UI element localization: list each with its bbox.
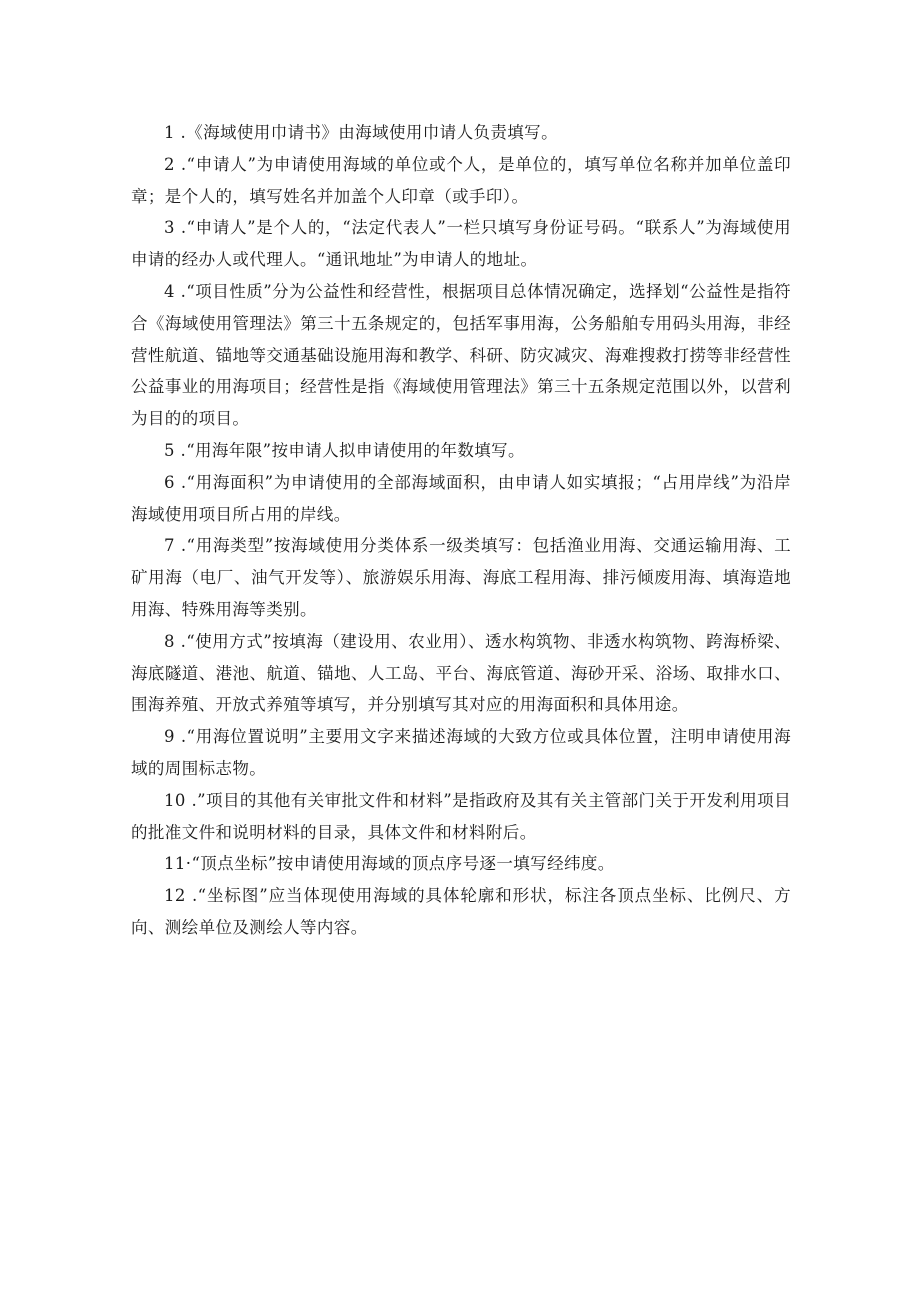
instruction-item-8: 8 .“使用方式”按填海（建设用、农业用）、透水构筑物、非透水构筑物、跨海桥梁、海底隧道、港池、航道、锚地、人工岛、平台、海底管道、海砂开采、浴场、取排水口、围海养殖、开放式养殖等填写，并分别填写其对应的用海面积和具体用途。: [131, 631, 791, 715]
instruction-item-4: 4 .“项目性质”分为公益性和经营性，根据项目总体情况确定，选择划“公益性是指符合《海域使用管理法》第三十五条规定的，包括军事用海，公务船舶专用码头用海，非经营性航道、锚地等交通基础设施用海和教学、科研、防灾减灾、海难搜救打捞等非经营性公益事业的用海项目；经营性是指《海域使用管理法》第三十五条规定范围以外，以营利为目的的项目。: [131, 281, 791, 429]
instruction-item-5: 5 .“用海年限”按申请人拟申请使用的年数填写。: [164, 440, 525, 460]
instruction-item-1: 1 .《海域使用巾请书》由海域使用巾请人负责填写。: [164, 123, 558, 142]
instruction-item-11: 11·“顶点坐标”按申请使用海域的顶点序号逐一填写经纬度。: [164, 854, 615, 874]
instruction-item-2: 2 .“申请人”为申请使用海域的单位或个人，是单位的，填写单位名称并加单位盖印章；是个人的，填写姓名并加盖个人印章（或手印）。: [131, 154, 791, 206]
instruction-item-3: 3 .“申请人”是个人的，“法定代表人”一栏只填写身份证号码。“联系人”为海域使用申请的经办人或代理人。“通讯地址”为申请人的地址。: [131, 218, 791, 270]
instruction-item-9: 9 .“用海位置说明”主要用文字来描述海域的大致方位或具体位置，注明申请使用海域的周围标志物。: [131, 727, 791, 778]
filling-instructions: [131, 117, 791, 944]
instruction-item-10: 10 .”项目的其他有关审批文件和材料”是指政府及其有关主管部门关于开发利用项目的批准文件和说明材料的目录，具体文件和材料附后。: [131, 790, 791, 842]
instruction-item-6: 6 .“用海面积”为申请使用的全部海域面积，由申请人如实填报；“占用岸线”为沿岸海域使用项目所占用的岸线。: [131, 472, 791, 524]
instruction-item-7: 7 .“用海类型”按海域使用分类体系一级类填写：包括渔业用海、交通运输用海、工矿用海（电厂、油气开发等）、旅游娱乐用海、海底工程用海、排污倾废用海、填海造地用海、特殊用海等类别。: [131, 536, 791, 619]
instruction-item-12: 12 .“坐标图”应当体现使用海域的具体轮廓和形状，标注各顶点坐标、比例尺、方向、测绘单位及测绘人等内容。: [131, 886, 791, 937]
